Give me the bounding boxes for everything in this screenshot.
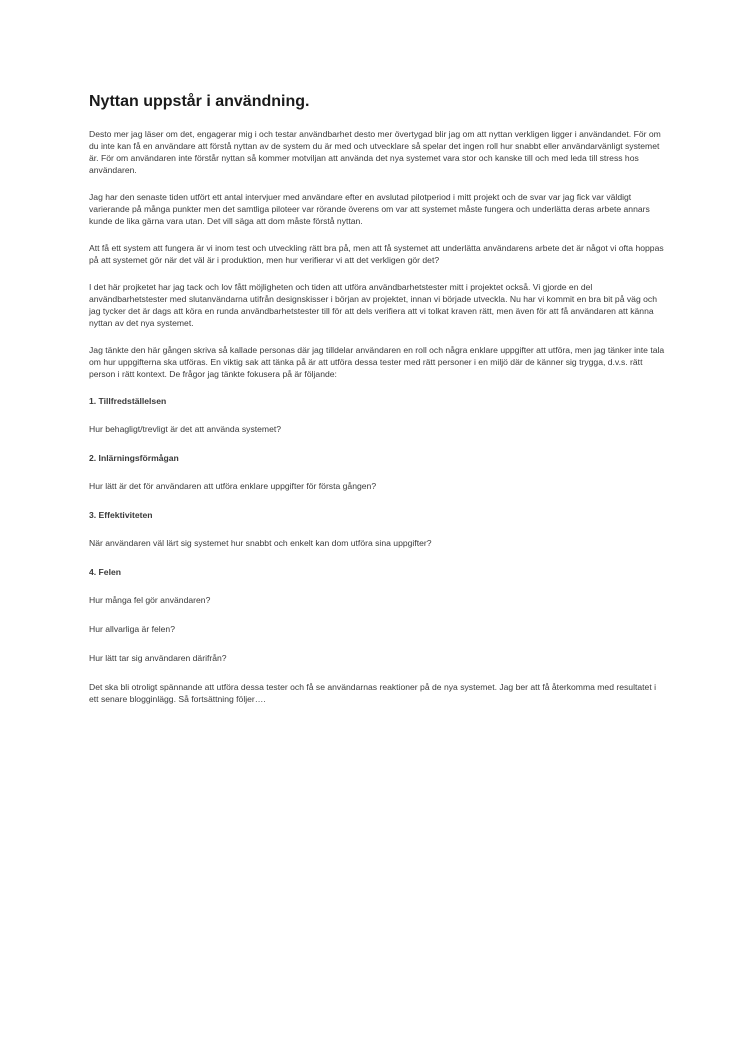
question-errors-recovery: Hur lätt tar sig användaren därifrån? (89, 653, 227, 663)
section-heading-learnability: 2. Inlärningsförmågan (89, 453, 179, 463)
question-errors-count: Hur många fel gör användaren? (89, 595, 211, 605)
question-efficiency: När användaren väl lärt sig systemet hur snabbt och enkelt kan dom utföra sina uppgifter? (89, 538, 432, 548)
section-heading-satisfaction: 1. Tillfredställelsen (89, 396, 167, 406)
paragraph-closing: Det ska bli otroligt spännande att utföra dessa tester och få se användarnas reaktioner på de nya systemet. Jag ber att få återkomma med resultatet i ett senare blogginlägg. Så fortsättning följer…. (89, 682, 657, 704)
section-heading-efficiency: 3. Effektiviteten (89, 510, 153, 520)
paragraph-interviews: Jag har den senaste tiden utfört ett antal intervjuer med användare efter en avslutad pilotperiod i mitt projekt och de svar var jag fick var väldigt varierande på många punkter men det samtliga piloteer var rörande överens om var att systemet måste fungera och underlätta deras arbete annars kunde de lika gärna vara utan. Det vill säga att dom måste förstå nyttan. (89, 192, 650, 226)
question-learnability: Hur lätt är det för användaren att utföra enklare uppgifter för första gången? (89, 481, 377, 491)
question-satisfaction: Hur behagligt/trevligt är det att använda systemet? (89, 424, 282, 434)
paragraph-personas: Jag tänkte den här gången skriva så kallade personas där jag tilldelar användaren en roll och några enklare uppgifter att utföra, men jag tänker inte tala om hur uppgifterna ska utföras. En viktig sak att tänka på är att utföra dessa tester med rätt personer i en miljö där de känner sig trygga, d.v.s. rätt person i rätt kontext. De frågor jag tänkte fokusera på är följande: (89, 345, 665, 379)
question-errors-severity: Hur allvarliga är felen? (89, 624, 175, 634)
document-title: Nyttan uppstår i användning. (89, 93, 310, 110)
paragraph-function: Att få ett system att fungera är vi inom test och utveckling rätt bra på, men att få systemet att underlätta användarens arbete det är något vi ofta hoppas på att systemet gör när det väl är i produktion, men hur verifierar vi att det verkligen gör det? (89, 243, 664, 265)
paragraph-project: I det här projketet har jag tack och lov fått möjligheten och tiden att utföra användbarhetstester mitt i projektet också. Vi gjorde en del användbarhetstester med slutanvändarna utifrån designskisser i början av projektet, innan vi började utveckla. Nu har vi kommit en bra bit på väg och jag tycker det är dags att köra en runda användbarhetstester till för att dels verifiera att vi tolkat kraven rätt, men även för att få användaren att känna nyttan av det nya systemet. (89, 282, 657, 328)
paragraph-intro: Desto mer jag läser om det, engagerar mig i och testar användbarhet desto mer övertygad blir jag om att nyttan verkligen ligger i användandet. För om du inte kan få en användare att förstå nyttan av de system du är med och utvecklare så spelar det ingen roll hur snabbt eller användarvänligt systemet är. För om användaren inte förstår nyttan så kommer motviljan att använda det nya systemet vara stor och kanske till och med leda till stress hos användaren. (89, 129, 661, 175)
section-heading-errors: 4. Felen (89, 567, 121, 577)
